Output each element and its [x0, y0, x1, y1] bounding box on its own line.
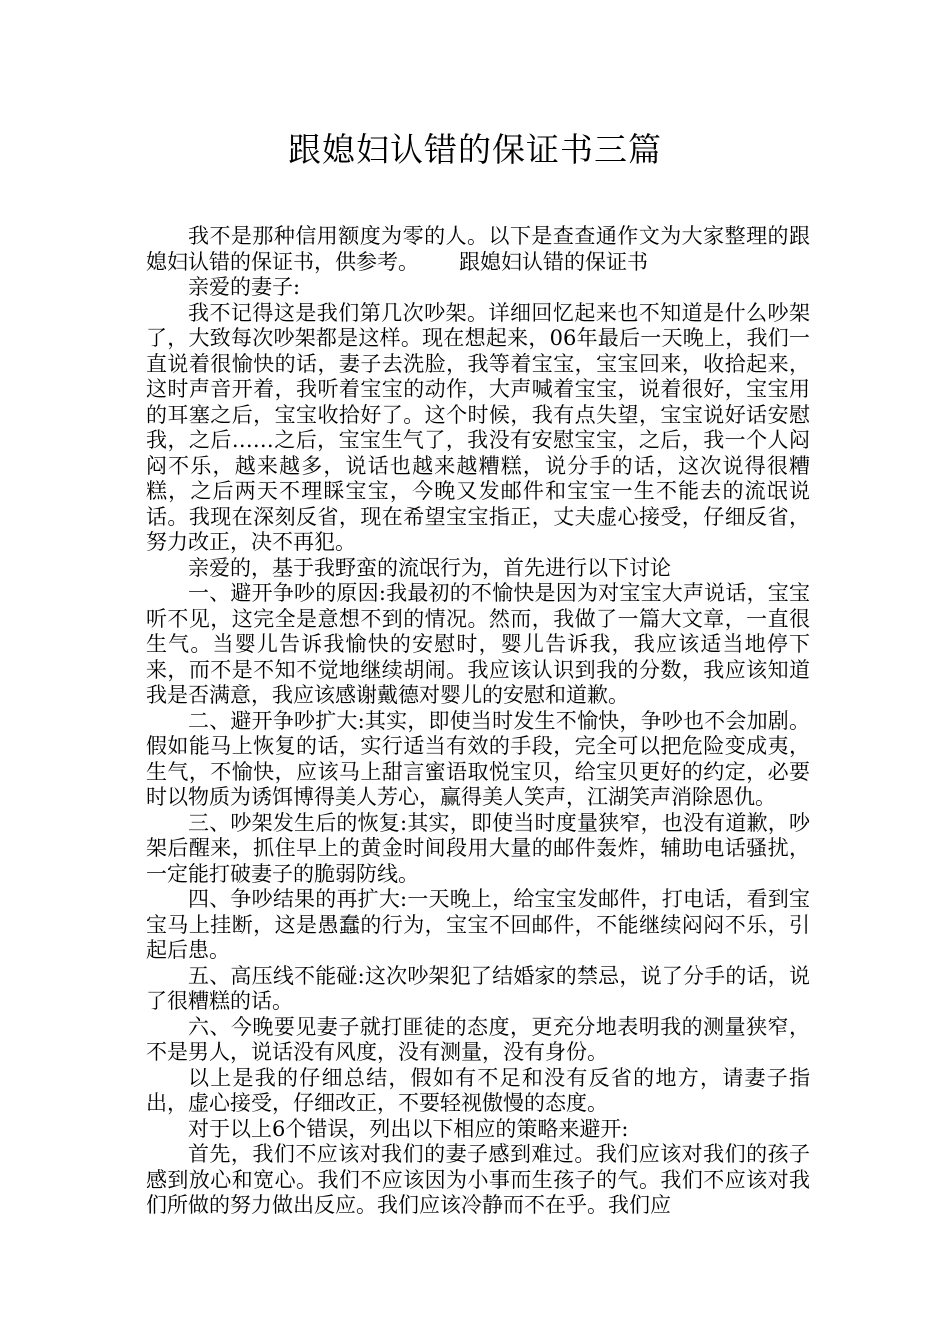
summary-paragraph: 以上是我的仔细总结，假如有不足和没有反省的地方，请妻子指出，虚心接受，仔细改正，不要轻视傲慢的态度。: [146, 1065, 810, 1115]
point-2-paragraph: 二、避开争吵扩大:其实，即使当时发生不愉快，争吵也不会加剧。假如能马上恢复的话，实行适当有效的手段，完全可以把危险变成夷，生气，不愉快，应该马上甜言蜜语取悦宝贝，给宝贝更好的约定，必要时以物质为诱饵博得美人芳心，赢得美人笑声，江湖笑声消除恩仇。: [146, 708, 810, 809]
body-paragraph: 亲爱的，基于我野蛮的流氓行为，首先进行以下讨论: [188, 555, 671, 580]
intro-text: 我不是那种信用额度为零的人。以下是查查通作文为大家整理的跟媳妇认错的保证书，供参考。: [146, 224, 810, 274]
document-title: 跟媳妇认错的保证书三篇: [288, 130, 662, 169]
strategy-intro-paragraph: 对于以上6个错误，列出以下相应的策略来避开:: [188, 1116, 629, 1141]
point-5-paragraph: 五、高压线不能碰:这次吵架犯了结婚家的禁忌，说了分手的话，说了很糟糕的话。: [146, 963, 810, 1013]
point-1-paragraph: 一、避开争吵的原因:我最初的不愉快是因为对宝宝大声说话，宝宝听不见，这完全是意想不到的情况。然而，我做了一篇大文章，一直很生气。当婴儿告诉我愉快的安慰时，婴儿告诉我，我应该适当地停下来，而不是不知不觉地继续胡闹。我应该认识到我的分数，我应该知道我是否满意，我应该感谢戴德对婴儿的安慰和道歉。: [146, 581, 810, 707]
point-4-paragraph: 四、争吵结果的再扩大:一天晚上，给宝宝发邮件，打电话，看到宝宝马上挂断，这是愚蠢的行为，宝宝不回邮件，不能继续闷闷不乐，引起后患。: [146, 887, 810, 962]
point-3-paragraph: 三、吵架发生后的恢复:其实，即使当时度量狭窄，也没有道歉，吵架后醒来，抓住早上的黄金时间段用大量的邮件轰炸，辅助电话骚扰，一定能打破妻子的脆弱防线。: [146, 810, 810, 886]
point-6-paragraph: 六、今晚要见妻子就打匪徒的态度，更充分地表明我的测量狭窄，不是男人，说话没有风度，没有测量，没有身份。: [146, 1014, 810, 1064]
strategy-paragraph: 首先，我们不应该对我们的妻子感到难过。我们应该对我们的孩子感到放心和宽心。我们不应该因为小事而生孩子的气。我们不应该对我们所做的努力做出反应。我们应该冷静而不在乎。我们应: [146, 1142, 810, 1217]
body-paragraph: 我不记得这是我们第几次吵架。详细回忆起来也不知道是什么吵架了，大致每次吵架都是这样。现在想起来，06年最后一天晚上，我们一直说着很愉快的话，妻子去洗脸，我等着宝宝，宝宝回来，收拾起来，这时声音开着，我听着宝宝的动作，大声喊着宝宝，说着很好，宝宝用的耳塞之后，宝宝收拾好了。这个时候，我有点失望，宝宝说好话安慰我，之后……之后，宝宝生气了，我没有安慰宝宝，之后，我一个人闷闷不乐，越来越多，说话也越来越糟糕，说分手的话，这次说得很糟糕，之后两天不理睬宝宝，今晚又发邮件和宝宝一生不能去的流氓说话。我现在深刻反省，现在希望宝宝指正，丈夫虚心接受，仔细反省，努力改正，决不再犯。: [146, 300, 810, 554]
document-body: [146, 224, 810, 1219]
salutation: 亲爱的妻子:: [188, 275, 301, 299]
section-heading: 跟媳妇认错的保证书: [459, 249, 648, 274]
intro-paragraph: [146, 224, 810, 275]
